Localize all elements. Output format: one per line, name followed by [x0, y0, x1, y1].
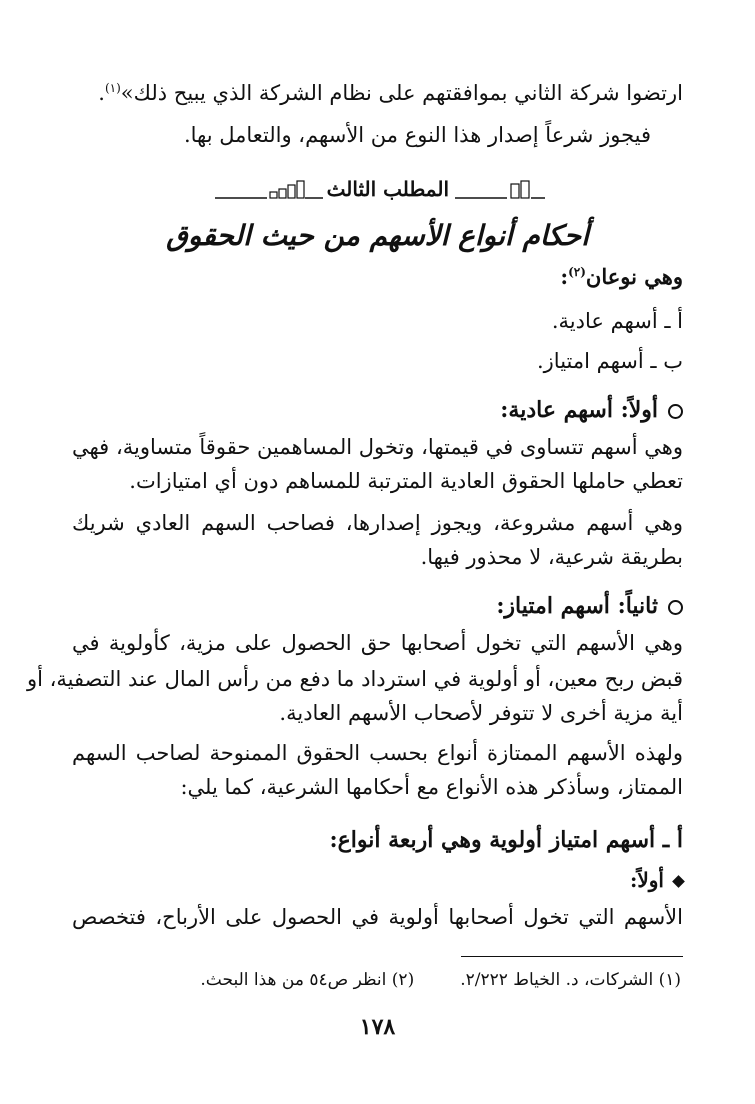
text-line: وهي الأسهم التي تخول أصحابها حق الحصول على مزية، كأولوية في [72, 631, 684, 655]
page-number: ١٧٨ [359, 1014, 396, 1040]
footnote-ref: (٢) [568, 265, 586, 279]
section-heading [500, 394, 683, 426]
section-header [215, 172, 545, 206]
ornament-right-icon [455, 180, 545, 200]
ornament-left-icon [215, 180, 325, 200]
footnote-1: (١) الشركات، د. الخياط ٢/٢٢٢. [460, 970, 681, 990]
point-label [630, 864, 683, 896]
footnote-divider [461, 956, 683, 957]
intro-line [72, 262, 683, 292]
text-line: وهي أسهم تتساوى في قيمتها، وتخول المساهمين حقوقاً متساوية، فهي [72, 435, 683, 459]
body-text: ارتضوا شركة الثاني بموافقتهم على نظام الشركة الذي يبيح ذلك» [120, 81, 683, 105]
circle-bullet-icon [668, 600, 683, 615]
heading-text: أولاً: أسهم عادية: [500, 397, 658, 423]
list-item: ب ـ أسهم امتياز. [536, 349, 683, 373]
footnote-ref: (١) [104, 81, 121, 95]
chapter-title: أحكام أنواع الأسهم من حيث الحقوق [166, 219, 589, 252]
circle-bullet-icon [668, 404, 683, 419]
text-line: الممتاز، وسأذكر هذه الأنواع مع أحكامها الشرعية، كما يلي: [180, 775, 683, 799]
text-line: قبض ربح معين، أو أولوية في استرداد ما دفع من رأس المال عند التصفية، أو [26, 667, 683, 691]
period: . [98, 81, 105, 105]
point-label-text: أولاً: [629, 868, 664, 892]
footnote-2: (٢) انظر ص٥٤ من هذا البحث. [200, 970, 415, 990]
heading-text: ثانياً: أسهم امتياز: [496, 593, 658, 619]
colon: : [560, 264, 569, 289]
section-heading [496, 590, 683, 622]
list-item: أ ـ أسهم عادية. [551, 309, 683, 333]
diamond-bullet-icon [672, 875, 685, 888]
text-line: ولهذه الأسهم الممتازة أنواع بحسب الحقوق الممنوحة لصاحب السهم [72, 741, 683, 765]
subsection-heading: أ ـ أسهم امتياز أولوية وهي أربعة أنواع: [329, 827, 683, 853]
text-line [72, 78, 683, 108]
text-line: الأسهم التي تخول أصحابها أولوية في الحصول على الأرباح، فتخصص [72, 905, 683, 929]
text-line: بطريقة شرعية، لا محذور فيها. [420, 545, 683, 569]
intro-text: وهي نوعان [585, 264, 683, 289]
text-line: فيجوز شرعاً إصدار هذا النوع من الأسهم، والتعامل بها. [183, 123, 651, 147]
text-line: وهي أسهم مشروعة، ويجوز إصدارها، فصاحب السهم العادي شريك [72, 511, 683, 535]
section-title: المطلب الثالث [326, 177, 449, 201]
text-line: أية مزية أخرى لا تتوفر لأصحاب الأسهم العادية. [279, 701, 683, 725]
text-line: تعطي حاملها الحقوق العادية المترتبة للمساهم دون أي امتيازات. [129, 469, 683, 493]
footnotes [200, 966, 681, 994]
